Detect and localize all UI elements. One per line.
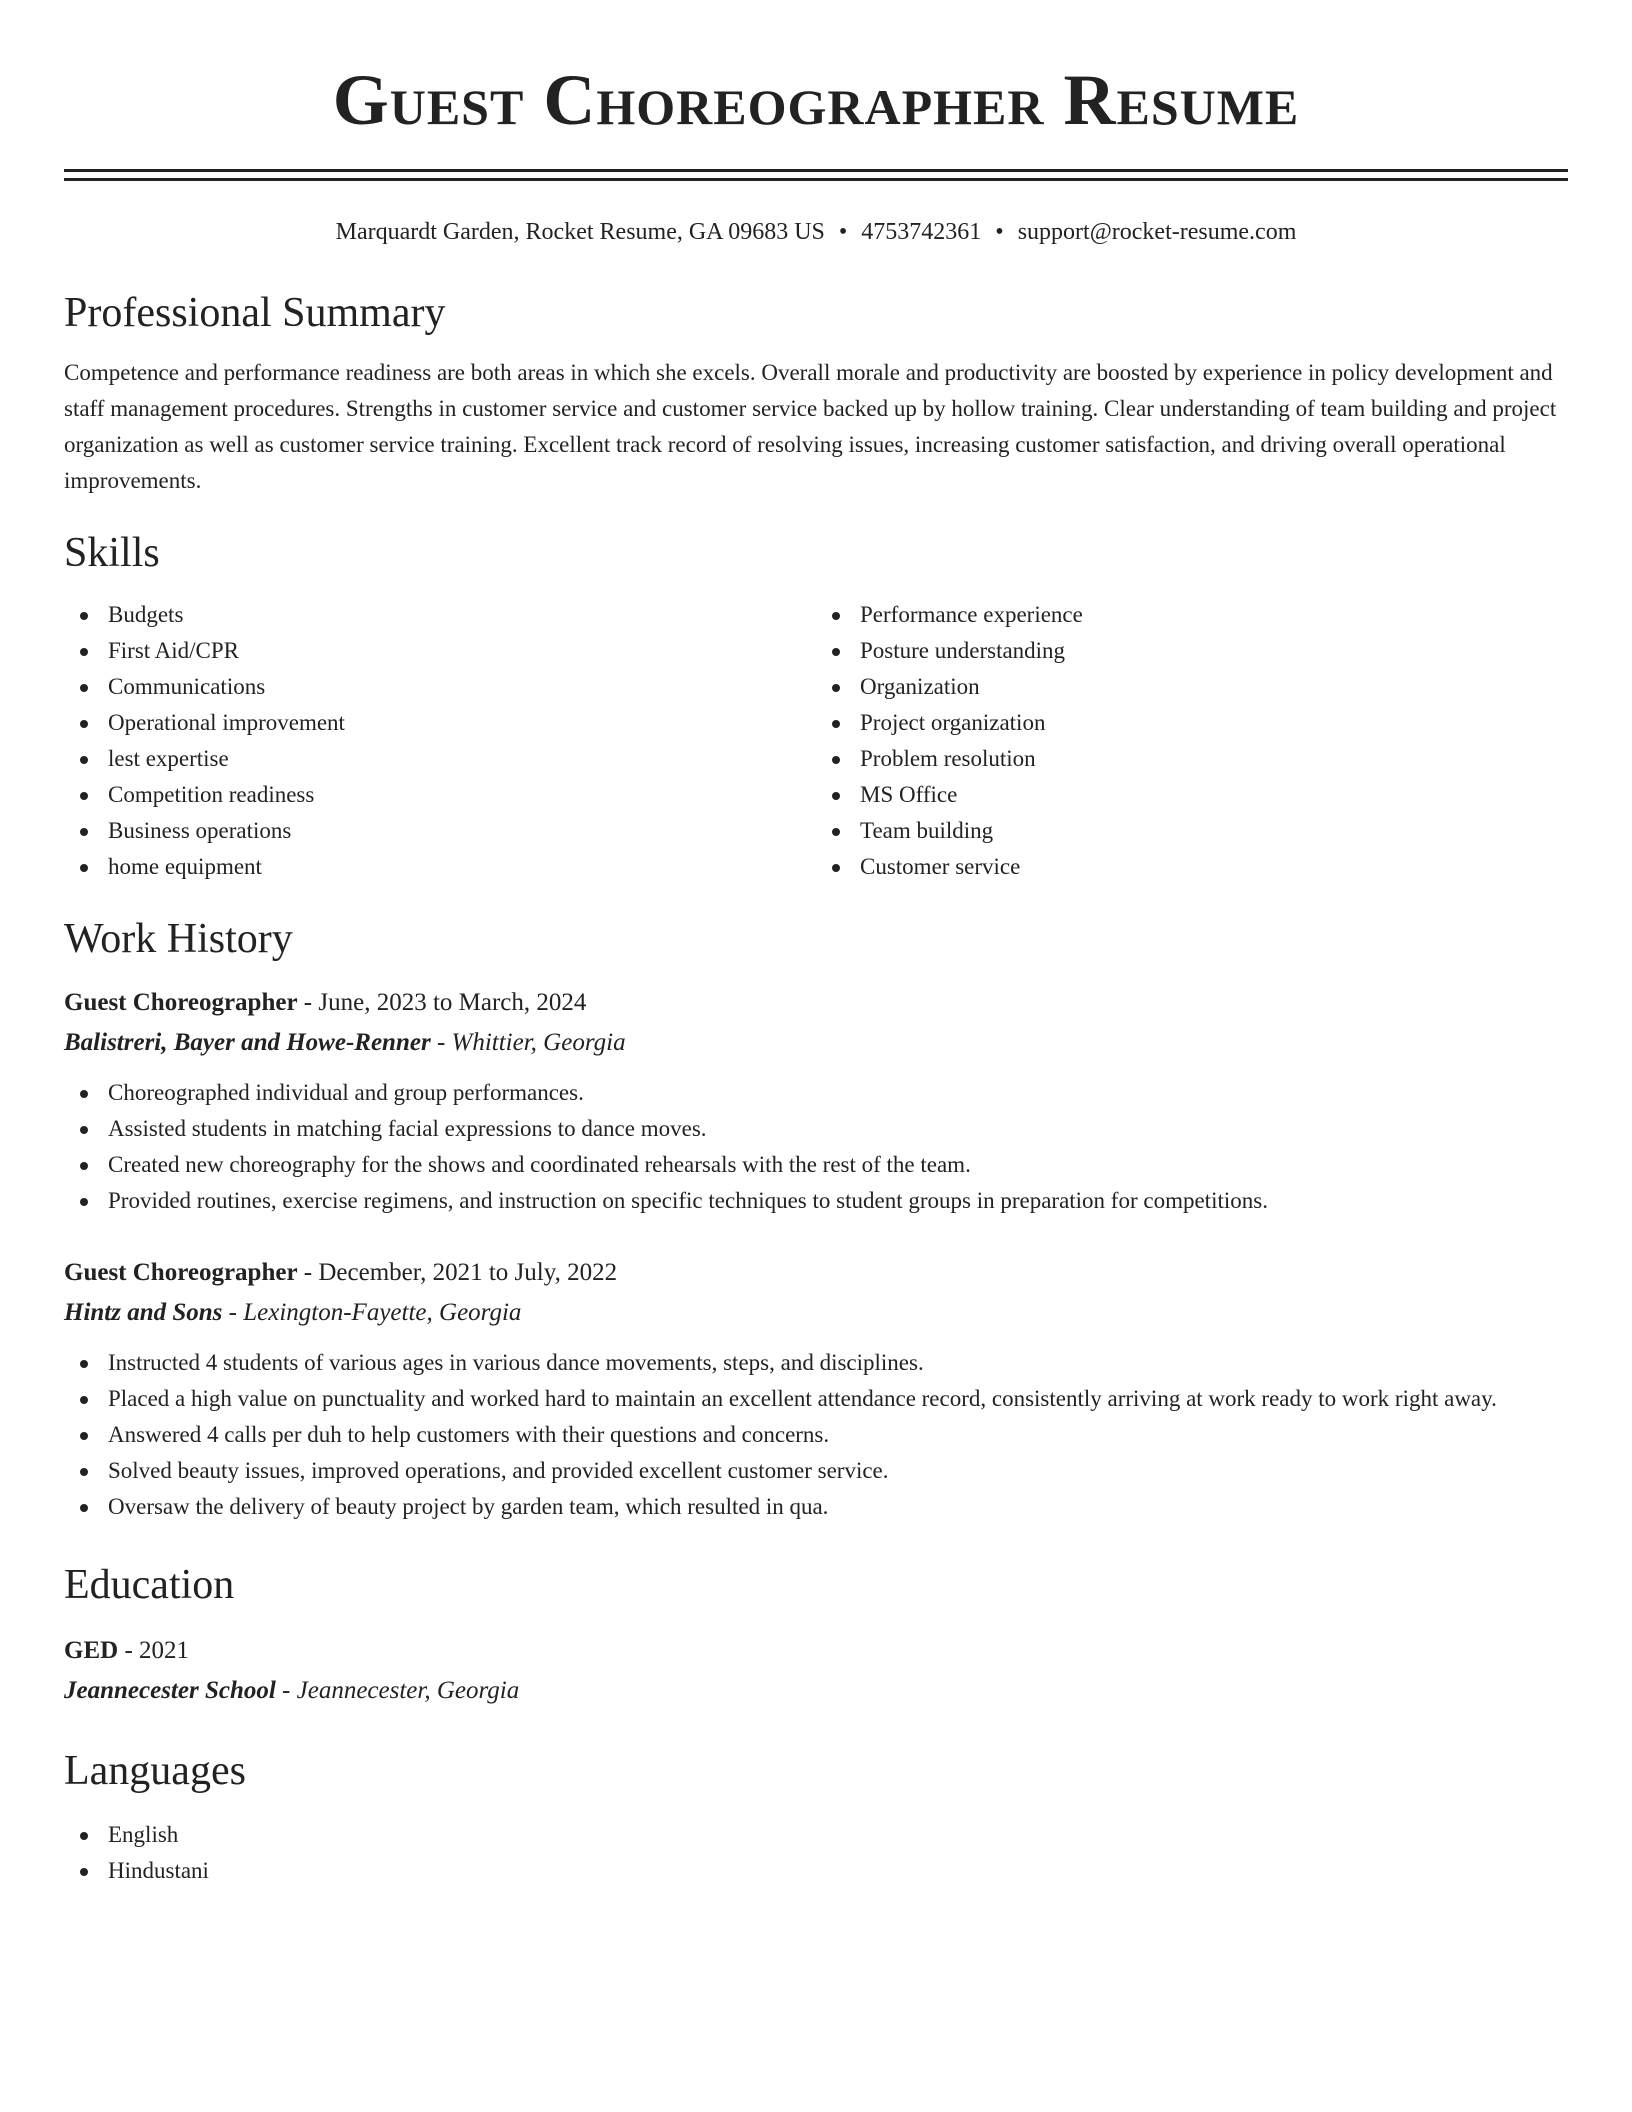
skills-section [64,527,1568,885]
job-company-line [64,1023,1568,1063]
job-company: Balistreri, Bayer and Howe-Renner [64,1029,431,1056]
summary-heading: Professional Summary [64,290,446,336]
summary-text: Competence and performance readiness are both areas in which she excels. Overall morale and productivity are boosted by experience in policy development and staff management procedures. Strengths in customer service and customer service backed up by hollow training. Clear understanding of team building and project organization as well as customer service training. Excellent track record of resolving issues, increasing customer satisfaction, and driving overall operational improvements. [64,360,1557,493]
skills-columns [64,597,1568,885]
job-location: - Lexington-Fayette, Georgia [222,1299,522,1326]
skills-heading: Skills [64,530,160,576]
language-item: Hindustani [108,1853,1568,1889]
job-header [64,1253,1568,1293]
job-bullet: Provided routines, exercise regimens, and instruction on specific techniques to student groups in preparation for competitions. [108,1183,1568,1219]
job-bullet: Assisted students in matching facial expressions to dance moves. [108,1111,1568,1147]
skill-item: home equipment [108,849,816,885]
skill-item: Problem resolution [860,741,1568,777]
skill-item: Customer service [860,849,1568,885]
skill-item: MS Office [860,777,1568,813]
resume-title: Guest Choreographer Resume [332,60,1300,140]
job-bullet: Placed a high value on punctuality and worked hard to maintain an excellent attendance record, consistently arriving at work ready to work right away. [108,1381,1568,1417]
education-location: - Jeannecester, Georgia [275,1677,520,1704]
job-location: - Whittier, Georgia [430,1029,626,1056]
education-degree: GED [64,1637,119,1664]
skill-item: Team building [860,813,1568,849]
job-company-line [64,1293,1568,1333]
work-history-section [64,913,1568,1525]
contact-separator: • [838,219,848,245]
languages-heading: Languages [64,1748,246,1794]
contact-separator: • [995,219,1004,245]
job-dates: - June, 2023 to March, 2024 [297,989,587,1016]
language-item: English [108,1817,1568,1853]
skills-list-left [64,597,816,885]
skill-item: Performance experience [860,597,1568,633]
job-entry [64,1253,1568,1525]
summary-section [64,287,1568,499]
job-title: Guest Choreographer [64,989,298,1016]
skill-item: Project organization [860,705,1568,741]
skill-item: Business operations [108,813,816,849]
job-bullet: Oversaw the delivery of beauty project by garden team, which resulted in qua. [108,1489,1568,1525]
work-history-heading: Work History [64,916,293,962]
education-section [64,1559,1568,1711]
job-bullet: Instructed 4 students of various ages in various dance movements, steps, and disciplines. [108,1345,1568,1381]
education-entry [64,1631,1568,1711]
contact-address: Marquardt Garden, Rocket Resume, GA 09683 US [335,219,825,245]
contact-phone: 4753742361 [861,219,982,245]
job-company: Hintz and Sons [64,1299,223,1326]
skill-item: Operational improvement [108,705,816,741]
skill-item: Posture understanding [860,633,1568,669]
job-header [64,983,1568,1023]
skills-list-right [816,597,1568,885]
education-degree-line [64,1631,1568,1671]
job-bullet: Solved beauty issues, improved operations, and provided excellent customer service. [108,1453,1568,1489]
skill-item: Competition readiness [108,777,816,813]
skill-item: First Aid/CPR [108,633,816,669]
job-dates: - December, 2021 to July, 2022 [297,1259,618,1286]
job-bullet: Choreographed individual and group performances. [108,1075,1568,1111]
skill-item: lest expertise [108,741,816,777]
skill-item: Organization [860,669,1568,705]
languages-section [64,1745,1568,1889]
education-school-line [64,1671,1568,1711]
job-title: Guest Choreographer [64,1259,298,1286]
languages-list [64,1817,1568,1889]
job-bullets [64,1075,1568,1219]
education-heading: Education [64,1562,235,1608]
job-bullets [64,1345,1568,1525]
skill-item: Communications [108,669,816,705]
contact-email: support@rocket-resume.com [1017,219,1297,245]
education-school: Jeannecester School [64,1677,276,1704]
job-bullet: Answered 4 calls per duh to help customers with their questions and concerns. [108,1417,1568,1453]
education-year: - 2021 [118,1637,190,1664]
job-bullet: Created new choreography for the shows and coordinated rehearsals with the rest of the team. [108,1147,1568,1183]
contact-line [64,217,1568,247]
title-double-rule [64,169,1568,181]
skill-item: Budgets [108,597,816,633]
job-entry [64,983,1568,1219]
